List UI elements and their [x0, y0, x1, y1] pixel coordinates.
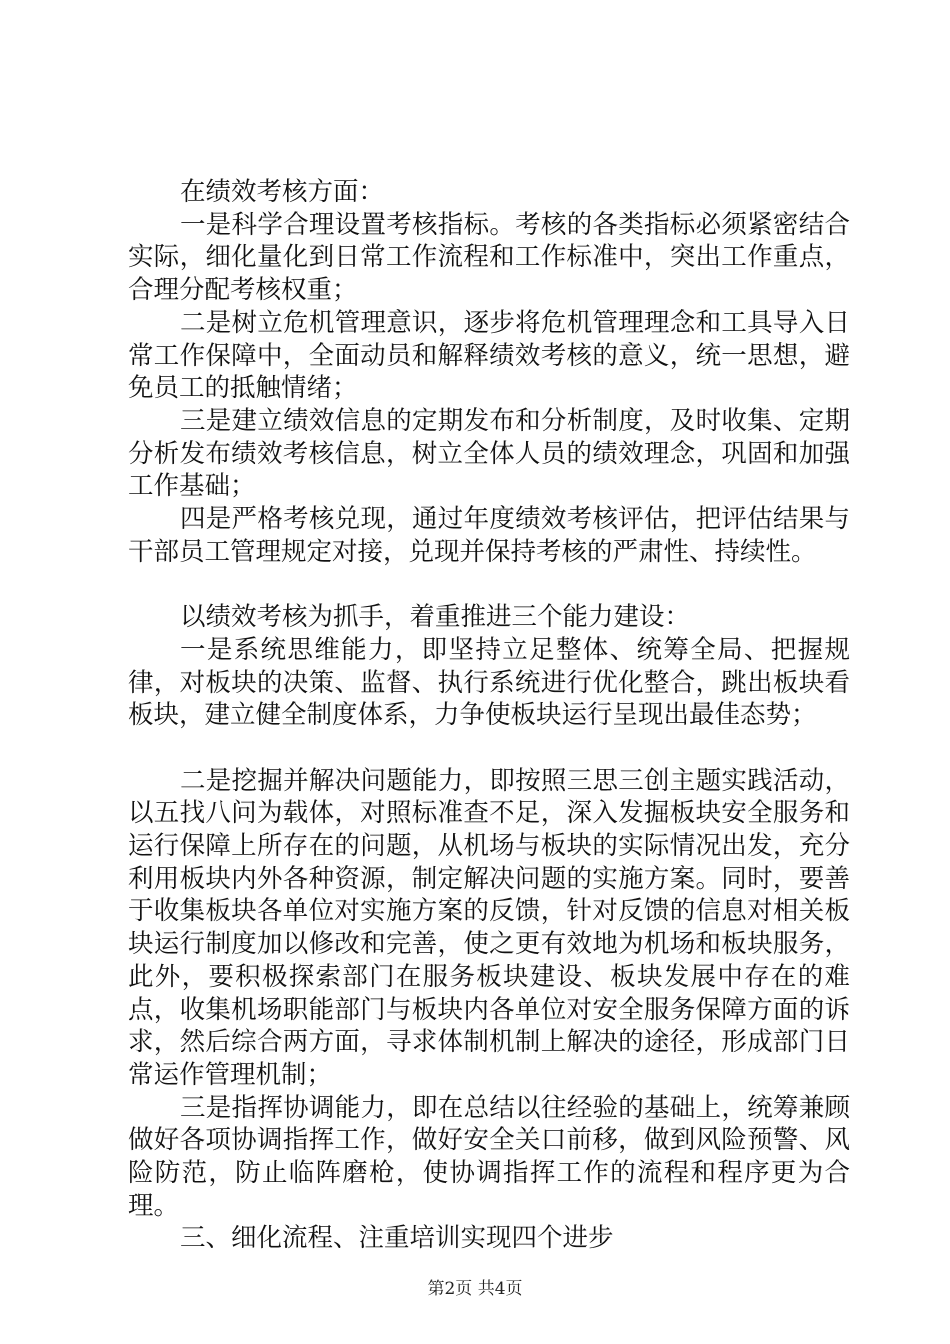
- paragraph-crisis-management: 二是树立危机管理意识，逐步将危机管理理念和工具导入日常工作保障中，全面动员和解释绩效考核的意义，统一思想，避免员工的抵触情绪；: [128, 307, 850, 404]
- paragraph-assessment-indicators: 一是科学合理设置考核指标。考核的各类指标必须紧密结合实际，细化量化到日常工作流程和工作标准中，突出工作重点，合理分配考核权重；: [128, 209, 850, 306]
- paragraph-systems-thinking: 一是系统思维能力，即坚持立足整体、统筹全局、把握规律，对板块的决策、监督、执行系统进行优化整合，跳出板块看板块，建立健全制度体系，力争使板块运行呈现出最佳态势；: [128, 634, 850, 731]
- paragraph-performance-assessment-heading: 在绩效考核方面：: [180, 177, 385, 207]
- paragraph-problem-solving: 二是挖掘并解决问题能力，即按照三思三创主题实践活动，以五找八问为载体，对照标准查不足，深入发掘板块安全服务和运行保障上所存在的问题，从机场与板块的实际情况出发，充分利用板块内外各种资源，制定解决问题的实施方案。同时，要善于收集板块各单位对实施方案的反馈，针对反馈的信息对相关板块运行制度加以修改和完善，使之更有效地为机场和板块服务，此外，要积极探索部门在服务板块建设、板块发展中存在的难点，收集机场职能部门与板块内各单位对安全服务保障方面的诉求，然后综合两方面，寻求体制机制上解决的途径，形成部门日常运作管理机制；: [128, 765, 850, 1090]
- page-number-footer: 第2页 共4页: [427, 1279, 523, 1299]
- document-body: [128, 176, 850, 1255]
- paragraph-three-capabilities-heading: 以绩效考核为抓手，着重推进三个能力建设：: [180, 602, 691, 633]
- paragraph-command-coordination: 三是指挥协调能力，即在总结以往经验的基础上，统筹兼顾做好各项协调指挥工作，做好安全关口前移，做到风险预警、风险防范，防止临阵磨枪，使协调指挥工作的流程和程序更为合理。: [128, 1092, 850, 1221]
- section-heading-refine-processes: 三、细化流程、注重培训实现四个进步: [180, 1223, 614, 1254]
- paragraph-strict-assessment: 四是严格考核兑现，通过年度绩效考核评估，把评估结果与干部员工管理规定对接，兑现并保持考核的严肃性、持续性。: [128, 504, 850, 567]
- paragraph-performance-information: 三是建立绩效信息的定期发布和分析制度，及时收集、定期分析发布绩效考核信息，树立全体人员的绩效理念，巩固和加强工作基础；: [128, 405, 850, 502]
